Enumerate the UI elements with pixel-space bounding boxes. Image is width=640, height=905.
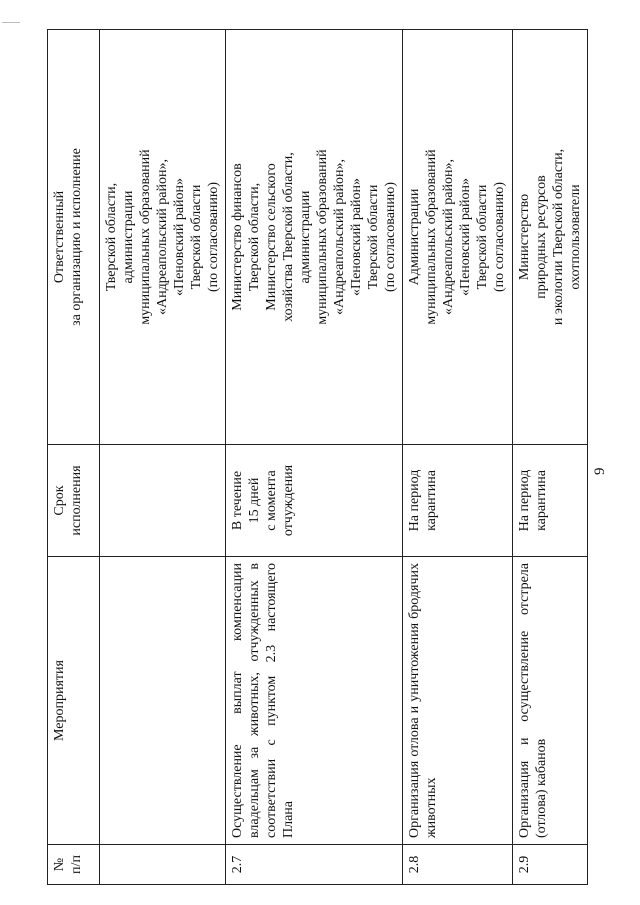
row-num: 2.9 <box>513 845 588 885</box>
row-term: На период карантина <box>403 445 513 557</box>
table-header-row <box>48 30 100 885</box>
row-action: Осуществление выплат компенсации владельцам за животных, отчужденных в соответствии с пунктом 2.3 настоящего Плана <box>226 557 403 845</box>
row-action: Организация и осуществление отстрела (отлова) кабанов <box>513 557 588 845</box>
header-num: № п/п <box>48 845 100 885</box>
table-row <box>403 30 513 885</box>
row-term: В течение 15 дней с момента отчуждения <box>226 445 403 557</box>
row-responsible: Министерство природных ресурсов и экологии Тверской области, охотпользователи <box>513 30 588 445</box>
header-action: Мероприятия <box>48 557 100 845</box>
page-number: 9 <box>592 467 608 475</box>
table-row <box>100 30 226 885</box>
row-num: 2.7 <box>226 845 403 885</box>
header-responsible: Ответственный за организацию и исполнение <box>48 30 100 445</box>
row-num: 2.8 <box>403 845 513 885</box>
row-responsible: Тверской области, администрации муниципальных образований «Андреапольский район», «Пеновский район» Тверской области (по согласованию) <box>100 30 226 445</box>
plan-table <box>47 29 588 885</box>
row-action <box>100 557 226 845</box>
row-responsible: Министерство финансов Тверской области, Министерство сельского хозяйства Тверской области, администрации муниципальных образований «Андреапольский район», «Пеновский район» Тверской области (по согласованию) <box>226 30 403 445</box>
row-term <box>100 445 226 557</box>
row-responsible: Администрации муниципальных образований «Андреапольский район», «Пеновский район» Тверской области (по согласованию) <box>403 30 513 445</box>
row-num <box>100 845 226 885</box>
header-term: Срок исполнения <box>48 445 100 557</box>
table-row <box>513 30 588 885</box>
row-term: На период карантина <box>513 445 588 557</box>
row-action: Организация отлова и уничтожения бродячих животных <box>403 557 513 845</box>
table-row <box>226 30 403 885</box>
